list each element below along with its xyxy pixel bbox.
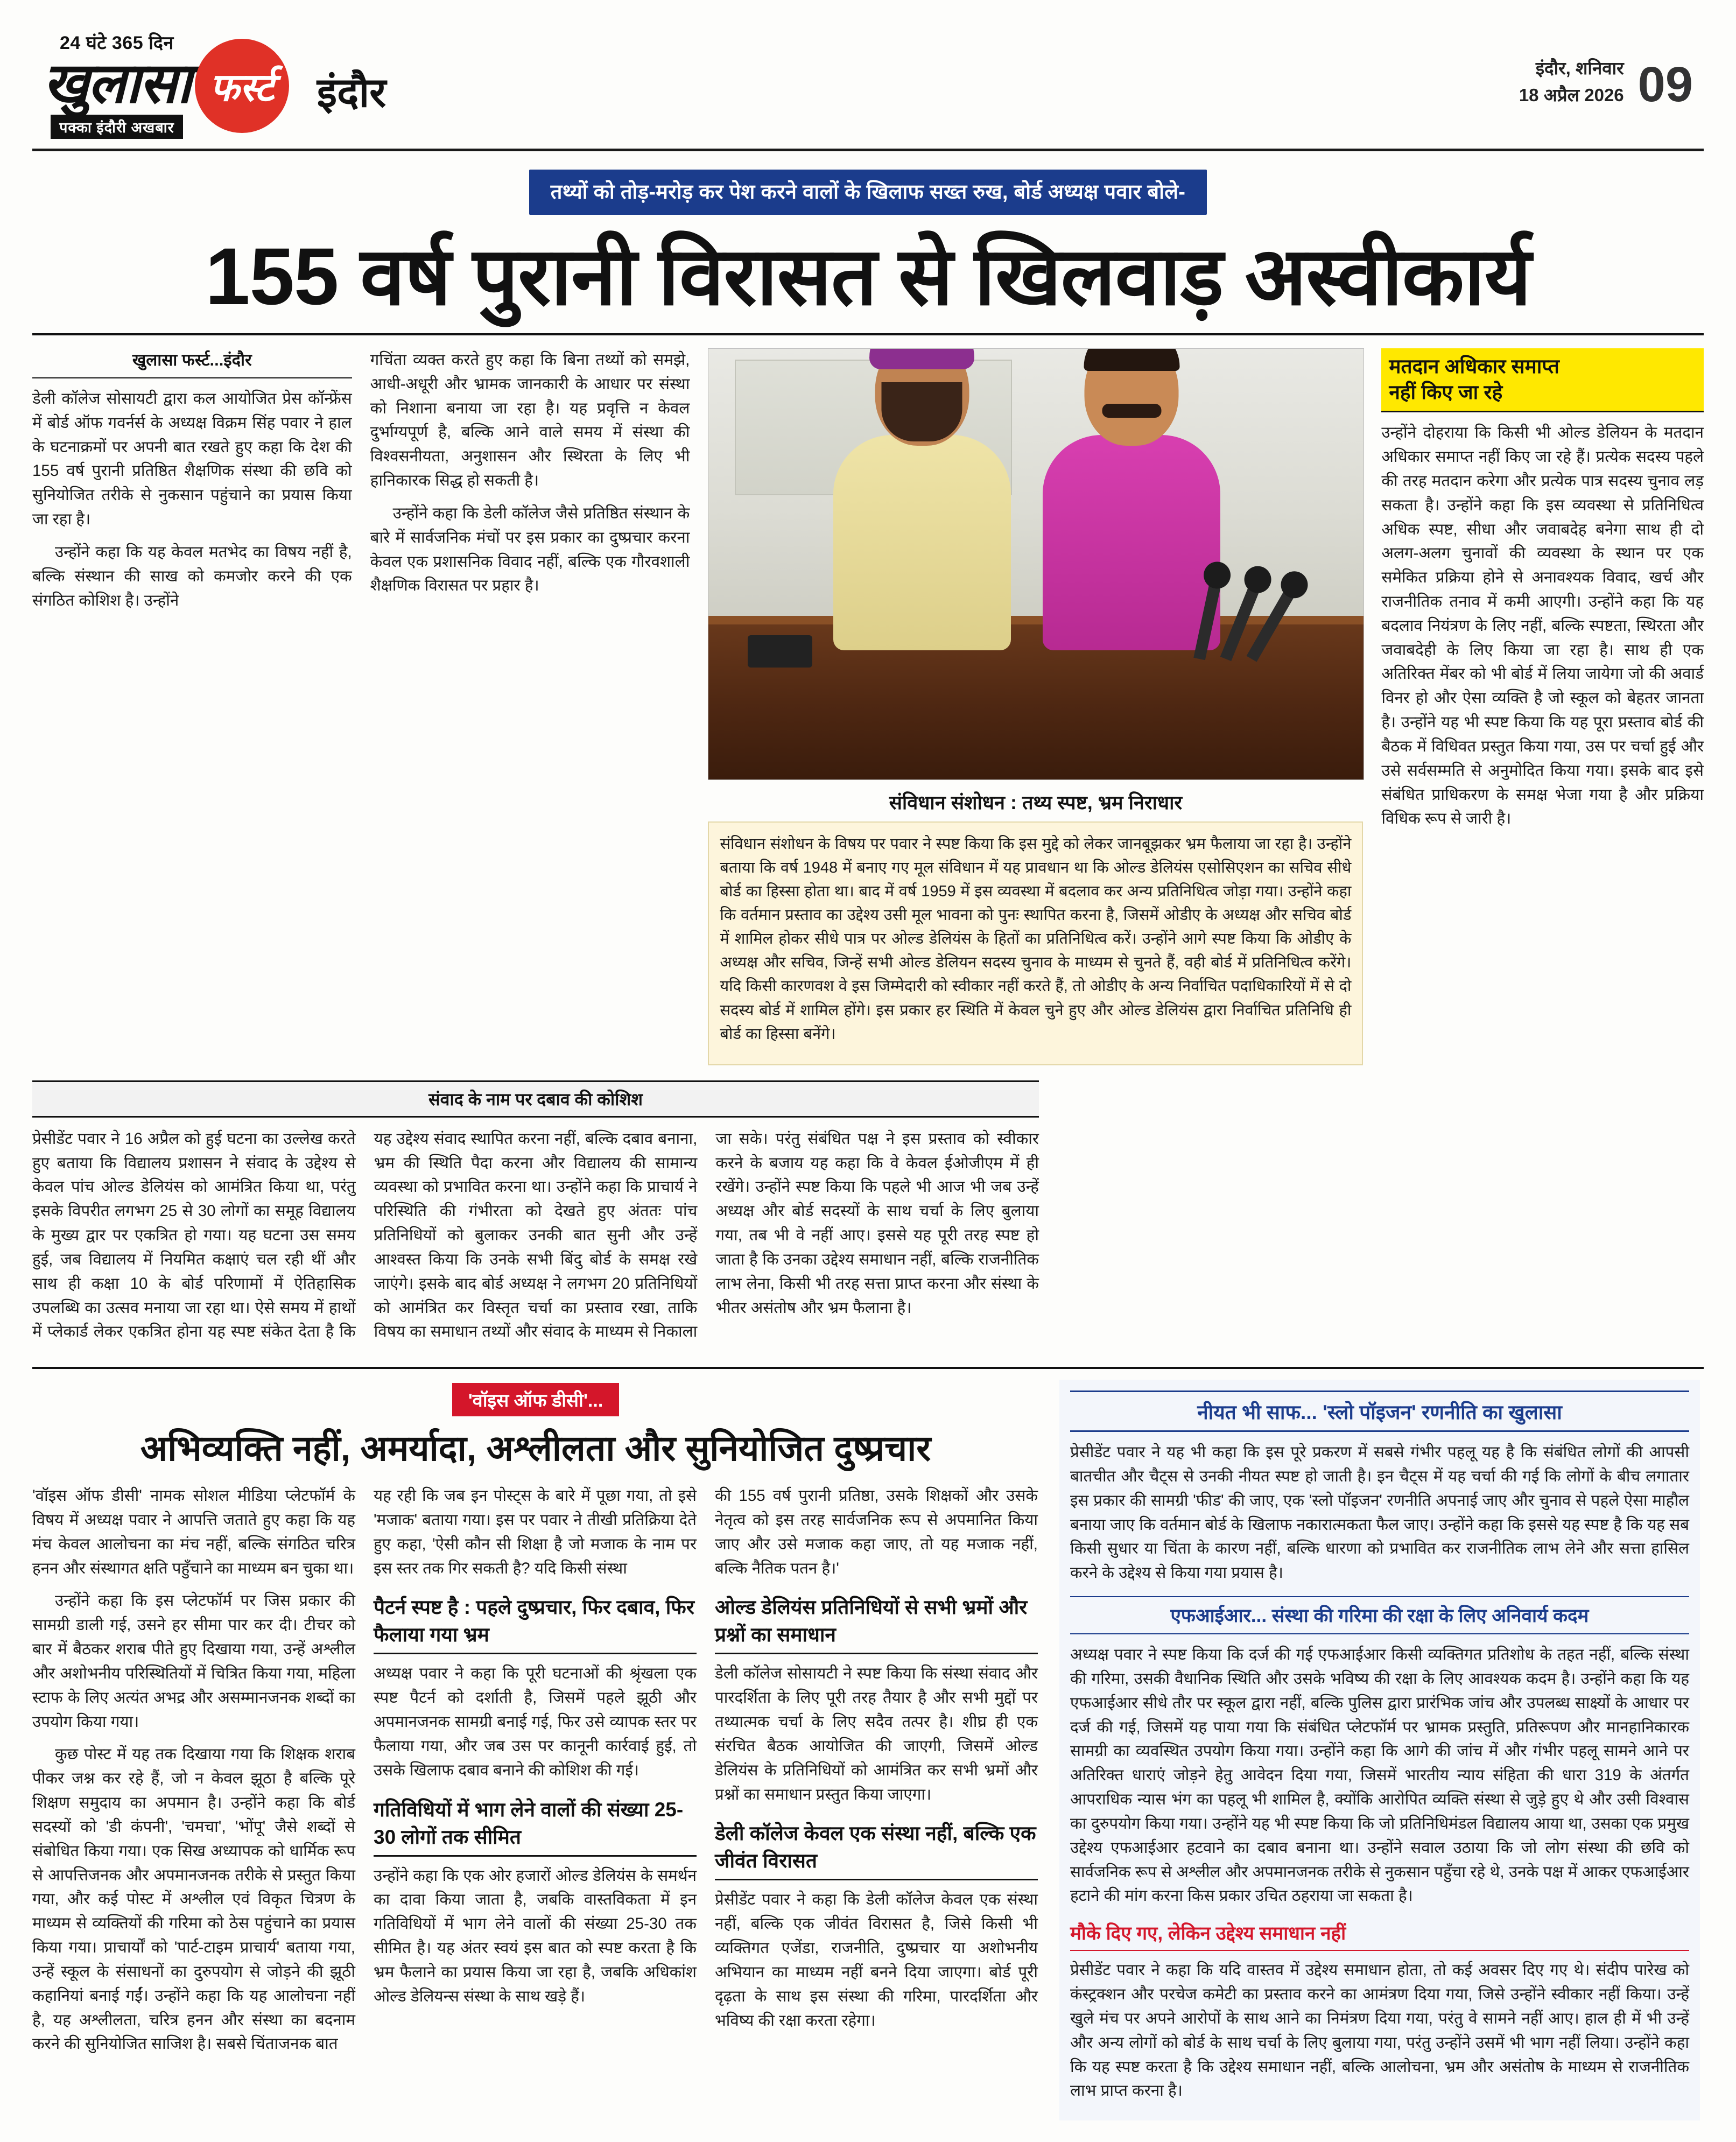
person-left-beard: [882, 382, 962, 441]
voc-c1-p3: कुछ पोस्ट में यह तक दिखाया गया कि शिक्षक शराब पीकर जश्न कर रहे हैं, जो न केवल झूठा है बल्कि पूरे शिक्षण समुदाय का अपमान है। उन्होंने कहा कि बोर्ड सदस्यों को 'डी कंपनी', 'चमचा', 'भोंपू' जैसे शब्दों से संबोधित किया गया। एक सिख अध्यापक को धार्मिक रूप से आपत्तिजनक और अपमानजनक तरीके से प्रस्तुत किया गया, और कई पोस्ट में अश्लील एवं विकृत चित्रण के माध्यम से व्यक्तियों की गरिमा को ठेस पहुंचाने का प्रयास किया गया। प्राचार्यों को 'पार्ट-टाइम प्राचार्य' बताया गया, उन्हें स्कूल के संसाधनों का दुरुपयोग से जोड़ने की झूठी कहानियां बनाई गईं। उन्होंने कहा कि यह आलोचना नहीं है, यह अश्लीलता, चरित्र हनन और संस्था का बदनाम करने की सुनियोजित साजिश है। सबसे चिंताजनक बात: [32, 1745, 355, 2053]
masthead-meta: [1519, 55, 1693, 114]
right-sidebar-section: [1059, 1380, 1700, 2120]
pattern-body: अध्यक्ष पवार ने कहा कि पूरी घटनाओं की श्रृंखला एक स्पष्ट पैटर्न को दर्शाती है, जिसमें पहले झूठी और अपमानजनक सामग्री बनाई गई, फिर उसे व्यापक स्तर पर फैलाया गया, और जब उस पर कानूनी कार्रवाई हुई, तो उसके खिलाफ दबाव बनाने की कोशिश की गई।: [374, 1665, 697, 1779]
photo-column: [708, 348, 1363, 1065]
pressure-section-head: संवाद के नाम पर दबाव की कोशिश: [32, 1080, 1039, 1118]
caption-box: [708, 821, 1363, 1065]
place-day: इंदौर, शनिवार: [1535, 58, 1624, 78]
solution-head: ओल्ड डेलियंस प्रतिनिधियों से सभी भ्रमों और प्रश्नों का समाधान: [715, 1592, 1038, 1654]
fir-head: एफआईआर... संस्था की गरिमा की रक्षा के लिए अनिवार्य कदम: [1070, 1596, 1689, 1634]
lead-column-2: [370, 348, 690, 1065]
pressure-section: [32, 1075, 1704, 1353]
date-block: [1519, 55, 1624, 108]
section-divider: [32, 1367, 1704, 1369]
count-head: गतिविधियों में भाग लेने वालों की संख्या 25-30 लोगों तक सीमित: [374, 1795, 697, 1857]
kicker-wrap: [32, 170, 1704, 215]
lead-paragraph-3: गचिंता व्यक्त करते हुए कहा कि बिना तथ्यों को समझे, आधी-अधूरी और भ्रामक जानकारी के आधार पर संस्था को निशाना बनाया जा रहा है। यह प्रवृत्ति न केवल दुर्भाग्यपूर्ण है, बल्कि आने वाले समय में संस्था की विश्वसनीयता, अनुशासन और स्थिरता के लिए भी हानिकारक सिद्ध हो सकती है।: [370, 351, 690, 490]
voc-tagline: 'वॉइस ऑफ डीसी'...: [452, 1383, 620, 1416]
headline-rule: [32, 333, 1704, 335]
person-right-moustache: [1102, 404, 1161, 418]
main-headline: 155 वर्ष पुरानी विरासत से खिलवाड़ अस्वीकार्य: [205, 231, 1531, 321]
voc-tagline-wrap: [32, 1383, 1039, 1416]
highlight-title-line-2: नहीं किए जा रहे: [1389, 381, 1503, 404]
press-conference-photo: [708, 348, 1364, 780]
solution-body: डेली कॉलेज सोसायटी ने स्पष्ट किया कि संस्था संवाद और पारदर्शिता के लिए पूरी तरह तैयार है और सभी मुद्दों पर तथ्यात्मक चर्चा के लिए सदैव तत्पर है। शीघ्र ही एक संरचित बैठक आयोजित की जाएगी, जिसमें ओल्ड डेलियंस के प्रतिनिधियों को आमंत्रित कर सभी भ्रमों और प्रश्नों का समाधान प्रस्तुत किया जाएगा।: [715, 1665, 1038, 1803]
lead-paragraph-1: डेली कॉलेज सोसायटी द्वारा कल आयोजित प्रेस कॉन्फ्रेंस में बोर्ड ऑफ गवर्नर्स के अध्यक्ष विक्रम सिंह पवार ने हाल के घटनाक्रमों पर अपनी बात रखते हुए कहा कि देश की 155 वर्ष पुरानी प्रतिष्ठित शैक्षणिक संस्था की छवि को सुनियोजित तरीके से नुकसान पहुंचाने का प्रयास किया जा रहा है।: [32, 390, 352, 529]
edition-name: इंदौर: [317, 70, 386, 116]
bottom-section: [32, 1380, 1704, 2120]
pattern-head: पैटर्न स्पष्ट है : पहले दुष्प्रचार, फिर दबाव, फिर फैलाया गया भ्रम: [374, 1592, 697, 1654]
voc-c1-p1: 'वॉइस ऑफ डीसी' नामक सोशल मीडिया प्लेटफॉर्म के विषय में अध्यक्ष पवार ने आपत्ति जताते हुए कहा कि यह मंच केवल आलोचना का मंच नहीं, बल्कि संगठित चरित्र हनन और संस्थागत क्षति पहुँचाने का माध्यम बन चुका था।: [32, 1487, 355, 1577]
desk-object: [748, 635, 812, 668]
logo-tagline-top: 24 घंटे 365 दिन: [59, 33, 174, 53]
caption-box-text: संविधान संशोधन के विषय पर पवार ने स्पष्ट किया कि इस मुद्दे को लेकर जानबूझकर भ्रम फैलाया जा रहा है। उन्होंने बताया कि वर्ष 1948 में बनाए गए मूल संविधान में यह प्रावधान था कि ओल्ड डेलियंस एसोसिएशन का सचिव सीधे बोर्ड का हिस्सा होता था। बाद में वर्ष 1959 में इस व्यवस्था में बदलाव कर अन्य प्रतिनिधित्व जोड़ा गया। उन्होंने कहा कि वर्तमान प्रस्ताव का उद्देश्य उसी मूल भावना को पुनः स्थापित करना है, जिसमें ओडीए के अध्यक्ष और सचिव बोर्ड में शामिल होकर सीधे पात्र पर ओल्ड डेलियंस के हितों का प्रतिनिधित्व करें। उन्होंने आगे स्पष्ट किया कि ओडीए के अध्यक्ष और सचिव, जिन्हें सभी ओल्ड डेलियन सदस्य चुनाव के माध्यम से चुनते हैं, वही बोर्ड में प्रतिनिधित्व करेंगे। यदि किसी कारणवश वे इस जिम्मेदारी को स्वीकार नहीं करते हैं, तो ओडीए के अन्य निर्वाचित पदाधिकारियों में से दो सदस्य बोर्ड में शामिल होंगे। इस प्रकार हर स्थिति में केवल चुने हुए और ओल्ड डेलियंस द्वारा निर्वाचित प्रतिनिधि ही बोर्ड का हिस्सा बनेंगे।: [720, 835, 1352, 1043]
voc-c3-p1: की 155 वर्ष पुरानी प्रतिष्ठा, उसके शिक्षकों और उसके नेतृत्व को इस तरह सार्वजनिक रूप से अपमानित किया जाए और उसे मजाक कहा जाए, तो यह मजाक नहीं, बल्कि नैतिक पतन है।': [715, 1487, 1038, 1577]
highlight-box-body: उन्होंने दोहराया कि किसी भी ओल्ड डेलियन के मतदान अधिकार समाप्त नहीं किए जा रहे हैं। प्रत्येक सदस्य पहले की तरह मतदान करेगा और प्रत्येक पात्र सदस्य चुनाव लड़ सकता है। उन्होंने कहा कि इस व्यवस्था से प्रतिनिधित्व अधिक स्पष्ट, सीधा और जवाबदेह बनेगा साथ ही दो अलग-अलग चुनावों की व्यवस्था के स्थान पर एक समेकित प्रक्रिया होने से अनावश्यक विवाद, खर्च और राजनीतिक तनाव में कमी आएगी। उन्होंने कहा कि यह बदलाव नियंत्रण के लिए नहीं, बल्कि स्पष्टता, स्थिरता और जवाबदेही के लिए किया जा रहा है। साथ ही एक अतिरिक्त मेंबर को भी बोर्ड में लिया जायेगा जो की अवार्ड विनर हो और ऐसा व्यक्ति है जो स्कूल को बेहतर जानता है। उन्होंने यह भी स्पष्ट किया कि यह पूरा प्रस्ताव बोर्ड की बैठक में विधिवत प्रस्तुत किया गया, उस पर चर्चा हुई और उसे सर्वसम्मति से अनुमोदित किया गया। इसके बाद इसे संबंधित प्राधिकरण के समक्ष भेजा गया है और प्रक्रिया विधिक रूप से जारी है।: [1381, 424, 1704, 828]
voc-column-3: [715, 1484, 1038, 2065]
legacy-head: डेली कॉलेज केवल एक संस्था नहीं, बल्कि एक जीवंत विरासत: [715, 1818, 1038, 1880]
person-left-torso: [833, 435, 1011, 650]
opportunity-head: मौके दिए गए, लेकिन उद्देश्य समाधान नहीं: [1070, 1920, 1689, 1951]
slow-poison-body: प्रेसीडेंट पवार ने यह भी कहा कि इस पूरे प्रकरण में सबसे गंभीर पहलू यह है कि संबंधित लोगों की आपसी बातचीत और चैट्स से उनकी नीयत स्पष्ट हो जाती है। इन चैट्स में यह चर्चा की गई कि लोगों के बीच लगातार इस प्रकार की सामग्री 'फीड' की जाए, एक 'स्लो पॉइजन' रणनीति अपनाई जाए और चुनाव से पहले ऐसा माहौल बनाया जाए कि वर्तमान बोर्ड के खिलाफ नकारात्मकता फैल जाए। उन्होंने कहा कि इससे यह स्पष्ट है कि यह सब किसी सुधार या चिंता के कारण नहीं, बल्कि धारणा को प्रभावित कर राजनीतिक लाभ लेने और सत्ता हासिल करने के उद्देश्य से किया गया प्रयास है।: [1070, 1443, 1689, 1582]
person-left-head: [875, 348, 969, 446]
person-right-head: [1085, 348, 1179, 446]
photo-caption: संविधान संशोधन : तथ्य स्पष्ट, भ्रम निराधार: [889, 791, 1183, 813]
slow-poison-head: नीयत भी साफ... 'स्लो पॉइजन' रणनीति का खुलासा: [1070, 1390, 1689, 1432]
highlight-title-line-1: मतदान अधिकार समाप्त: [1389, 355, 1559, 377]
voc-c2-p1: यह रही कि जब इन पोस्ट्स के बारे में पूछा गया, तो इसे 'मजाक' बताया गया। इस पर पवार ने तीखी प्रतिक्रिया देते हुए कहा, 'ऐसी कौन सी शिक्षा है जो मजाक के नाम पर इस स्तर तक गिर सकती है? यदि किसी संस्था: [374, 1487, 697, 1577]
person-right-hair: [1084, 348, 1179, 371]
person-left-turban: [869, 348, 974, 369]
person-right: [1043, 435, 1220, 650]
newspaper-logo: [43, 30, 386, 139]
voc-columns: [32, 1484, 1039, 2065]
kicker-banner: तथ्यों को तोड़-मरोड़ कर पेश करने वालों के खिलाफ सख्त रुख, बोर्ड अध्यक्ष पवार बोले-: [529, 170, 1207, 215]
voc-column-2: [374, 1484, 697, 2065]
lead-column-1: [32, 348, 352, 1065]
right-highlight-column: [1381, 348, 1704, 1065]
publication-date: 18 अप्रैल 2026: [1519, 85, 1624, 105]
byline: खुलासा फर्स्ट...इंदौर: [32, 348, 352, 378]
highlight-box-title: [1381, 348, 1704, 412]
voc-column-1: [32, 1484, 355, 2065]
top-section: [32, 348, 1704, 1065]
lead-paragraph-4: उन्होंने कहा कि डेली कॉलेज जैसे प्रतिष्ठित संस्थान के बारे में सार्वजनिक मंचों पर इस प्रकार का दुष्प्रचार करना केवल एक प्रशासनिक विवाद नहीं, बल्कि एक गौरवशाली शैक्षणिक विरासत पर प्रहार है।: [370, 504, 690, 595]
voc-c1-p2: उन्होंने कहा कि इस प्लेटफॉर्म पर जिस प्रकार की सामग्री डाली गई, उसने हर सीमा पार कर दी। टीचर को बार में बैठकर शराब पीते हुए दिखाया गया, उन्हें अश्लील और अशोभनीय परिस्थितियों में चित्रित किया गया, महिला स्टाफ के लिए अत्यंत अभद्र और असम्मानजनक शब्दों का उपयोग किया गया।: [32, 1592, 355, 1731]
voc-headline: अभिव्यक्ति नहीं, अमर्यादा, अश्लीलता और सुनियोजित दुष्प्रचार: [140, 1428, 931, 1469]
logo-badge-first: फर्स्ट: [195, 39, 289, 133]
pressure-section-left: [32, 1075, 1039, 1353]
logo-subtitle: पक्का इंदौरी अखबार: [51, 115, 183, 139]
pressure-section-body: प्रेसीडेंट पवार ने 16 अप्रैल को हुई घटना का उल्लेख करते हुए बताया कि विद्यालय प्रशासन ने संवाद के उद्देश्य से केवल पांच ओल्ड डेलियंस को आमंत्रित किया था, परंतु इसके विपरीत लगभग 25 से 30 लोगों का समूह विद्यालय के मुख्य द्वार पर एकत्रित हो गया। यह घटना उस समय हुई, जब विद्यालय में नियमित कक्षाएं चल रही थीं और साथ ही कक्षा 10 के बोर्ड परिणामों में ऐतिहासिक उपलब्धि का उत्सव मनाया जा रहा था। ऐसे समय में हाथों में प्लेकार्ड लेकर एकत्रित होना यह स्पष्ट संकेत देता है कि यह उद्देश्य संवाद स्थापित करना नहीं, बल्कि दबाव बनाना, भ्रम की स्थिति पैदा करना और विद्यालय की सामान्य व्यवस्था को प्रभावित करना था। उन्होंने कहा कि प्राचार्य ने परिस्थिति की गंभीरता को देखते हुए अंततः पांच प्रतिनिधियों को बुलाकर उनकी बात सुनी और उन्हें आश्वस्त किया कि उनके सभी बिंदु बोर्ड के समक्ष रखे जाएंगे। इसके बाद बोर्ड अध्यक्ष ने लगभग 20 प्रतिनिधियों को आमंत्रित कर विस्तृत चर्चा का प्रस्ताव रखा, ताकि विषय का समाधान तथ्यों और संवाद के माध्यम से निकाला जा सके। परंतु संबंधित पक्ष ने इस प्रस्ताव को स्वीकार करने के बजाय यह कहा कि वे केवल ईओजीएम में ही रखेंगे। उन्होंने स्पष्ट किया कि पहले भी आज भी जब उन्हें अध्यक्ष और बोर्ड सदस्यों के साथ चर्चा के लिए बुलाया गया, तब भी वे नहीं आए। इससे यह पूरी तरह स्पष्ट हो जाता है कि उनका उद्देश्य समाधान नहीं, बल्कि राजनीतिक लाभ लेना, किसी भी तरह सत्ता प्राप्त करना और संस्था के भीतर असंतोष और भ्रम फैलाना है।: [32, 1129, 1039, 1341]
voice-of-dc-section: [32, 1380, 1039, 2120]
logo-text: [43, 30, 191, 139]
person-right-torso: [1043, 435, 1220, 650]
page-number: 09: [1637, 57, 1693, 112]
masthead: [32, 0, 1704, 151]
fir-body: अध्यक्ष पवार ने स्पष्ट किया कि दर्ज की गई एफआईआर किसी व्यक्तिगत प्रतिशोध के तहत नहीं, बल्कि संस्था की गरिमा, उसकी वैधानिक स्थिति और उसके भविष्य की रक्षा के लिए आवश्यक कदम है। उन्होंने कहा कि यह एफआईआर सीधे तौर पर स्कूल द्वारा नहीं, बल्कि पुलिस द्वारा प्रारंभिक जांच और उपलब्ध साक्ष्यों के आधार पर दर्ज की गई, जिसमें यह पाया गया कि संबंधित प्लेटफॉर्म पर भ्रामक प्रस्तुति, प्रतिरूपण और मानहानिकारक सामग्री का व्यवस्थित उपयोग किया गया। उन्होंने कहा कि आगे की जांच में और गंभीर पहलू सामने आने पर अतिरिक्त धाराएं जोड़ने हेतु आवेदन दिया गया, जिसमें भारतीय न्याय संहिता की धारा 319 के अंतर्गत आपराधिक न्यास भंग का पहलू भी शामिल है, क्योंकि आरोपित व्यक्ति संस्था से जुड़े हुए थे और उसी विश्वास का दुरुपयोग किया गया। उन्होंने यह भी स्पष्ट किया कि जो प्रतिनिधिमंडल विद्यालय आया था, उसका एक प्रमुख उद्देश्य एफआईआर हटवाने का दबाव बनाना था। उन्होंने सवाल उठाया कि जो लोग संस्था की छवि को सार्वजनिक रूप से अश्लील और अपमानजनक तरीके से नुकसान पहुँचा रहे थे, उनके पक्ष में आकर एफआईआर हटाने की मांग करना किस प्रकार उचित ठहराया जा सकता है।: [1070, 1646, 1689, 1905]
legacy-body: प्रेसीडेंट पवार ने कहा कि डेली कॉलेज केवल एक संस्था नहीं, बल्कि एक जीवंत विरासत है, जिसे किसी भी व्यक्तिगत एजेंडा, राजनीति, दुष्प्रचार या अशोभनीय अभियान का माध्यम नहीं बनने दिया जाएगा। बोर्ड पूरी दृढ़ता के साथ इस संस्था की गरिमा, पारदर्शिता और भविष्य की रक्षा करता रहेगा।: [715, 1891, 1038, 2029]
lead-paragraph-2: उन्होंने कहा कि यह केवल मतभेद का विषय नहीं है, बल्कि संस्थान की साख को कमजोर करने की एक संगठित कोशिश है। उन्होंने: [32, 543, 352, 609]
count-body: उन्होंने कहा कि एक ओर हजारों ओल्ड डेलियंस के समर्थन का दावा किया जाता है, जबकि वास्तविकता में इन गतिविधियों में भाग लेने वालों की संख्या 25-30 तक सीमित है। यह अंतर स्वयं इस बात को स्पष्ट करता है कि भ्रम फैलाने का प्रयास किया जा रहा है, जबकि अधिकांश ओल्ड डेलियन्स संस्था के साथ खड़े हैं।: [374, 1866, 697, 2005]
person-left: [833, 435, 1011, 650]
logo-title: खुलासा: [43, 52, 191, 115]
opportunity-body: प्रेसीडेंट पवार ने कहा कि यदि वास्तव में उद्देश्य समाधान होता, तो कई अवसर दिए गए थे। संदीप पारेख को कंस्ट्रक्शन और परचेज कमेटी का प्रस्ताव करने का आमंत्रण दिया गया, जिसे उन्होंने स्वीकार नहीं किया। उन्हें खुले मंच पर अपने आरोपों के साथ आने का निमंत्रण दिया गया, परंतु वे सामने नहीं आए। हाल ही में भी उन्हें और अन्य लोगों को बोर्ड के साथ चर्चा के लिए बुलाया गया, परंतु उन्होंने उसमें भी भाग नहीं लिया। उन्होंने कहा कि यह स्पष्ट करता है कि उद्देश्य समाधान नहीं, बल्कि आलोचना, भ्रम और असंतोष के माध्यम से राजनीतिक लाभ प्राप्त करना है।: [1070, 1961, 1689, 2100]
